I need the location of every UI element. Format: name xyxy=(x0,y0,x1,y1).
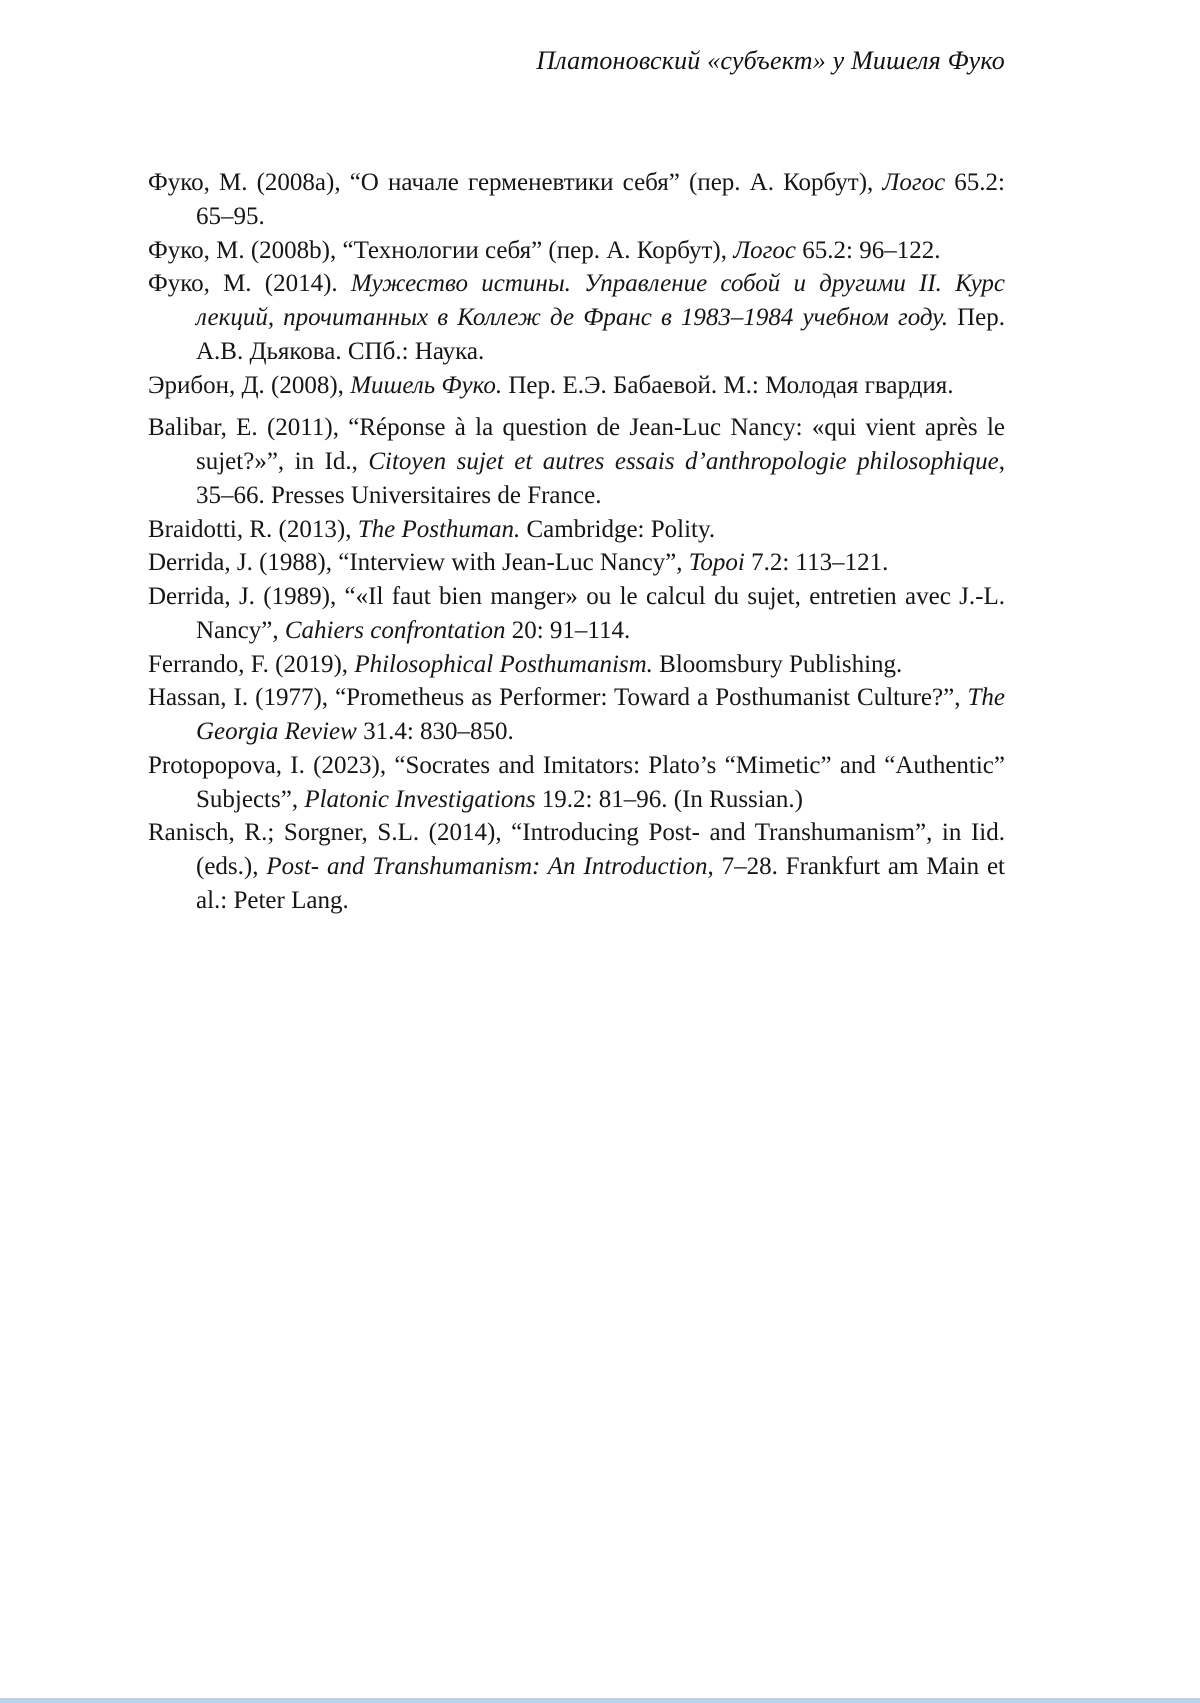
reference-text-segment: Hassan, I. (1977), “Prometheus as Performer: Toward a Posthumanist Culture?”, xyxy=(148,684,968,712)
reference-entry xyxy=(148,234,1005,268)
reference-text-segment: Derrida, J. (1988), “Interview with Jean-Luc Nancy”, xyxy=(148,549,689,577)
reference-text-segment: Фуко, М. (2008a), “О начале герменевтики себя” (пер. А. Корбут), xyxy=(148,169,883,196)
reference-text-segment: 20: 91–114. xyxy=(505,616,631,644)
reference-entry xyxy=(148,546,1005,580)
reference-text-segment: Ferrando, F. (2019), xyxy=(148,650,355,678)
reference-italic-segment: Мишель Фуко. xyxy=(350,371,503,399)
reference-italic-segment: The Posthuman. xyxy=(357,515,521,543)
reference-text-segment: 65.2: 96–122. xyxy=(796,236,941,264)
reference-text-segment: Пер. А.В. Дьякова. СПб.: Наука. xyxy=(196,304,1005,365)
reference-entry xyxy=(148,267,1005,368)
reference-text-segment: Эрибон, Д. (2008), xyxy=(148,371,351,399)
reference-text-segment: 7.2: 113–121. xyxy=(744,549,889,577)
reference-text-segment: Ranisch, R.; Sorgner, S.L. (2014), “Introducing Post- and Transhumanism”, in Iid. (eds.), xyxy=(148,819,1005,880)
reference-text-segment: Derrida, J. (1989), “«Il faut bien manger» ou le calcul du sujet, entretien avec J.-L. Nancy”, xyxy=(148,583,1005,644)
page-bottom-edge xyxy=(0,1698,1200,1703)
reference-text-segment: Cambridge: Polity. xyxy=(520,515,716,543)
reference-text-segment: Пер. Е.Э. Бабаевой. М.: Молодая гвардия. xyxy=(502,371,954,399)
reference-italic-segment: The Georgia Review xyxy=(196,684,1005,745)
reference-italic-segment: Platonic Investigations xyxy=(304,785,536,813)
reference-text-segment: , 35–66. Presses Universitaires de France. xyxy=(196,448,1005,509)
reference-text-segment: Фуко, М. (2014). xyxy=(148,270,351,298)
reference-italic-segment: Cahiers confrontation xyxy=(284,616,506,644)
reference-italic-segment: Topoi xyxy=(688,549,745,577)
reference-italic-segment: Post- and Transhumanism: An Introduction xyxy=(266,853,708,880)
reference-text-segment: 31.4: 830–850. xyxy=(356,718,514,745)
reference-entry xyxy=(148,369,1005,403)
reference-italic-segment: Citoyen sujet et autres essais d’anthropologie philosophique xyxy=(368,448,999,475)
reference-italic-segment: Логос xyxy=(733,236,796,264)
reference-entry xyxy=(148,411,1005,512)
reference-entry xyxy=(148,166,1005,234)
reference-italic-segment: Philosophical Posthumanism. xyxy=(354,650,653,678)
reference-italic-segment: Логос xyxy=(882,169,946,196)
running-head: Платоновский «субъект» у Мишеля Фуко xyxy=(536,46,1005,75)
reference-entry xyxy=(148,580,1005,648)
reference-entry xyxy=(148,513,1005,547)
reference-entry xyxy=(148,648,1005,682)
reference-text-segment: Braidotti, R. (2013), xyxy=(148,515,358,543)
reference-text-segment: 19.2: 81–96. (In Russian.) xyxy=(535,785,803,813)
reference-text-segment: Protopopova, I. (2023), “Socrates and Imitators: Plato’s “Mimetic” and “Authentic” Subjects”, xyxy=(148,751,1005,813)
reference-text-segment: 65.2: 65–95. xyxy=(196,169,1005,230)
reference-entry xyxy=(148,749,1005,817)
references-list xyxy=(148,166,1005,918)
reference-italic-segment: Мужество истины. Управление собой и другими II. Курс лекций, прочитанных в Коллеж де Франс в 1983–1984 учебном году. xyxy=(196,270,1005,331)
reference-text-segment: Bloomsbury Publishing. xyxy=(652,650,903,678)
reference-text-segment: , 7–28. Frankfurt am Main et al.: Peter Lang. xyxy=(196,853,1005,914)
reference-text-segment: Balibar, E. (2011), “Réponse à la question de Jean-Luc Nancy: «qui vient après le sujet?»”, in Id., xyxy=(148,414,1005,475)
reference-entry xyxy=(148,816,1005,917)
reference-entry xyxy=(148,681,1005,749)
reference-text-segment: Фуко, М. (2008b), “Технологии себя” (пер. А. Корбут), xyxy=(148,236,734,264)
